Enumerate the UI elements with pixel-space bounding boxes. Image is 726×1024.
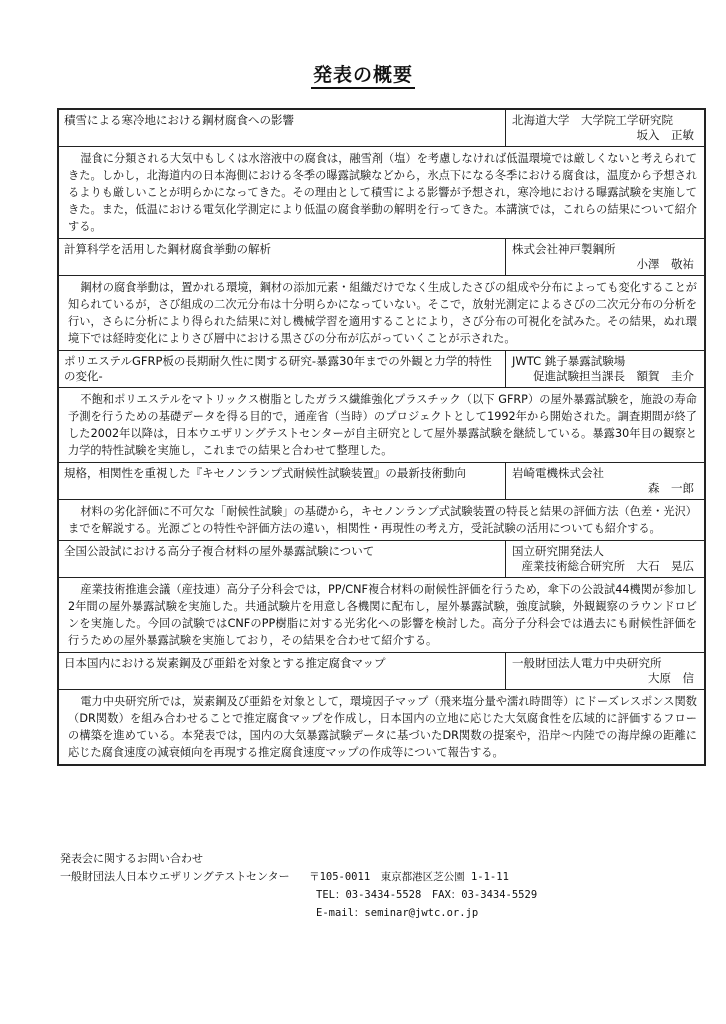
contact-org: 一般財団法人日本ウエザリングテストセンター — [60, 870, 290, 883]
abstract-text: 不飽和ポリエステルをマトリックス樹脂としたガラス繊維強化プラスチック（以下 GFRP）の屋外暴露試験を，施設の寿命予測を行うための基礎データを得る目的で，通産省（当時）のプロジェクトとして1992年から開始された。調査期間が終了した2002年以降は，日本ウエザリングテストセンターが自主研究として屋外暴露試験を継続している。暴露30年目の観察と力学的特性試験を実施し，これまでの結果と合わせて整理した。 — [68, 393, 697, 457]
topic-title: 全国公設試における高分子複合材料の屋外暴露試験について — [59, 541, 506, 577]
presentation-section — [59, 238, 704, 350]
page-title: 発表の概要 — [0, 60, 726, 87]
abstract-text: 湿食に分類される大気中もしくは水溶液中の腐食は，融雪剤（塩）を考慮しなければ低温環境では厳しくないと考えられてきた。しかし，北海道内の日本海側における冬季の曝露試験などから，氷点下になる冬季における腐食は，温度から予想されるよりも厳しいことが明らかになってきた。その理由として積雪による影響が予想され，寒冷地における曝露試験を実施してきた。また，低温における電気化学測定により低温の腐食挙動の解明を行ってきた。本講演では，これらの結果について紹介する。 — [68, 152, 697, 233]
presenter-name: 坂入 正敏 — [636, 128, 694, 142]
abstract-text: 鋼材の腐食挙動は，置かれる環境，鋼材の添加元素・組織だけでなく生成したさびの組成や分布によっても変化することが知られているが，さび組成の二次元分布は十分明らかになっていない。そこで，放射光測定によるさびの二次元分布の分析を行い，さらに分析により得られた結果に対し機械学習を適用することにより，さび分布の可視化を試みた。その結果，ぬれ環境下では経時変化によりさび層中における黒さびの分布が広がっていくことが示された。 — [68, 281, 697, 345]
presenter-org: 一般財団法人電力中央研究所 — [512, 656, 662, 670]
contact-tel-fax: TEL：03-3434-5528 FAX：03-3434-5529 — [316, 889, 538, 901]
contact-org-address — [60, 868, 700, 886]
presenter-name: 促進試験担当課長 額賀 圭介 — [533, 369, 694, 383]
presenter-affiliation — [506, 239, 704, 275]
presenter-org: 株式会社神戸製鋼所 — [512, 242, 616, 256]
presenter-name: 大原 信 — [648, 671, 694, 685]
contact-heading: 発表会に関するお問い合わせ — [60, 852, 203, 865]
presentation-section — [59, 462, 704, 540]
presentation-section — [59, 652, 704, 764]
contact-info — [60, 850, 700, 922]
topic-title: 規格，相関性を重視した『キセノンランプ式耐候性試験装置』の最新技術動向 — [59, 463, 506, 499]
presentation-table — [57, 108, 706, 766]
presenter-org: 岩崎電機株式会社 — [512, 466, 604, 480]
abstract-text: 電力中央研究所では，炭素鋼及び亜鉛を対象として，環境因子マップ（飛来塩分量や濡れ時間等）にドーズレスポンス関数（DR関数）を組み合わせることで推定腐食マップを作成し，日本国内の立地に応じた大気腐食性を広域的に評価するフローの構築を進めている。本発表では，国内の大気暴露試験データに基づいたDR関数の提案や，沿岸～内陸での海岸線の距離に応じた腐食速度の減衰傾向を再現する推定腐食速度マップの作成等について報告する。 — [68, 695, 697, 759]
presenter-affiliation — [506, 110, 704, 146]
presenter-name: 産業技術総合研究所 大石 晃広 — [521, 559, 694, 573]
presenter-affiliation — [506, 541, 704, 577]
presenter-affiliation — [506, 653, 704, 689]
contact-address: 〒105-0011 東京都港区芝公園 1-1-11 — [309, 871, 509, 883]
presentation-section — [59, 110, 704, 238]
abstract-text: 材料の劣化評価に不可欠な「耐候性試験」の基礎から，キセノンランプ式試験装置の特長と結果の評価方法（色差・光沢）までを解説する。光源ごとの特性や評価方法の違い，相関性・再現性の考え方，受託試験の活用についても紹介する。 — [68, 505, 697, 535]
contact-email[interactable]: E-mail：seminar@jwtc.or.jp — [316, 907, 479, 919]
topic-title: 積雪による寒冷地における鋼材腐食への影響 — [59, 110, 506, 146]
presentation-section — [59, 540, 704, 652]
presentation-section — [59, 350, 704, 462]
presenter-name: 小澤 敬祐 — [636, 257, 694, 271]
presenter-affiliation — [506, 351, 704, 387]
presenter-org: 国立研究開発法人 — [512, 544, 604, 558]
presenter-name: 森 一郎 — [648, 481, 694, 495]
presenter-affiliation — [506, 463, 704, 499]
presenter-org: 北海道大学 大学院工学研究院 — [512, 113, 673, 127]
presenter-org: JWTC 銚子暴露試験場 — [512, 354, 626, 368]
abstract-text: 産業技術推進会議（産技連）高分子分科会では，PP/CNF複合材料の耐候性評価を行うため，傘下の公設試44機関が参加し2年間の屋外暴露試験を実施した。共通試験片を用意し各機関に配布し，屋外暴露試験，強度試験，外観観察のラウンドロビンを実施した。今回の試験ではCNFのPP樹脂に対する光劣化への影響を検討した。高分子分科会では過去にも耐候性評価を行うための屋外暴露試験を実施しており，その結果を合わせて紹介する。 — [68, 583, 697, 647]
topic-title: 計算科学を活用した鋼材腐食挙動の解析 — [59, 239, 506, 275]
topic-title: 日本国内における炭素鋼及び亜鉛を対象とする推定腐食マップ — [59, 653, 506, 689]
topic-title: ポリエステルGFRP板の長期耐久性に関する研究-暴露30年までの外観と力学的特性の変化- — [59, 351, 506, 387]
